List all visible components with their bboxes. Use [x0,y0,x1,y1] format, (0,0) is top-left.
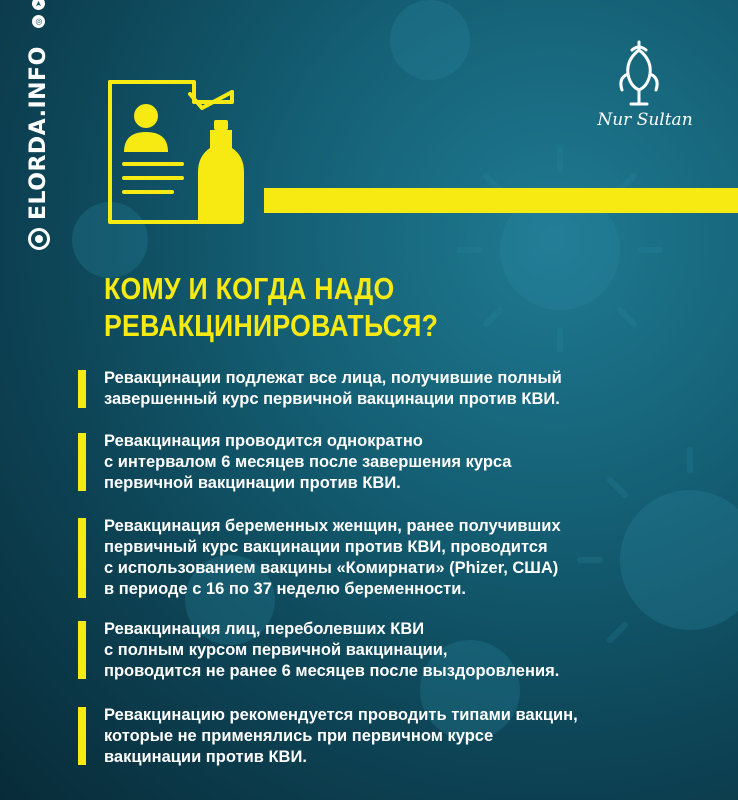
item-line: с использованием вакцины «Комирнати» (Phizer, США) [104,559,559,577]
telegram-icon[interactable]: ➤ [32,0,45,10]
item-bullet-bar [78,518,86,598]
item-line: в периоде с 16 по 37 неделю беременности. [104,580,466,598]
profile-document-icon [102,72,262,232]
info-item [78,705,698,768]
item-text [104,431,698,494]
item-bullet-bar [78,370,86,408]
item-line: Ревакцинация лиц, переболевших КВИ [104,620,425,638]
item-bullet-bar [78,621,86,679]
item-line: Ревакцинацию рекомендуется проводить типами вакцин, [104,706,578,724]
social-icons [32,0,45,28]
item-bullet-bar [78,433,86,491]
item-text [104,368,698,410]
item-text [104,705,698,768]
item-line: с полным курсом первичной вакцинации, [104,641,448,659]
item-text [104,619,698,682]
item-line: с интервалом 6 месяцев после завершения курса [104,453,512,471]
info-item [78,619,698,682]
item-text [104,516,698,600]
item-line: первичной вакцинации против КВИ. [104,474,401,492]
instagram-icon[interactable]: ◎ [32,15,45,28]
item-line: Ревакцинации подлежат все лица, получившие полный [104,369,562,387]
info-item [78,368,698,410]
yellow-accent-stripe [264,188,738,213]
item-line: завершенный курс первичной вакцинации против КВИ. [104,390,560,408]
title-line: РЕВАКЦИНИРОВАТЬСЯ? [104,308,439,343]
page-title [104,270,438,344]
side-brand [26,0,51,250]
item-line: Ревакцинация проводится однократно [104,432,423,450]
info-item [78,431,698,494]
elorda-logo-icon [28,228,50,250]
title-line: КОМУ И КОГДА НАДО [104,271,395,306]
item-line: проводится не ранее 6 месяцев после выздоровления. [104,662,560,680]
item-line: которые не применялись при первичном курсе [104,727,494,745]
brand-name: ELORDA.INFO [26,46,51,220]
item-line: первичный курс вакцинации против КВИ, проводится [104,538,548,556]
item-line: Ревакцинация беременных женщин, ранее получивших [104,517,561,535]
vaccine-vial-icon [198,120,244,224]
item-line: вакцинации против КВИ. [104,748,307,766]
city-logo-name: Nur Sultan [597,110,693,130]
info-item [78,516,698,600]
item-bullet-bar [78,707,86,765]
